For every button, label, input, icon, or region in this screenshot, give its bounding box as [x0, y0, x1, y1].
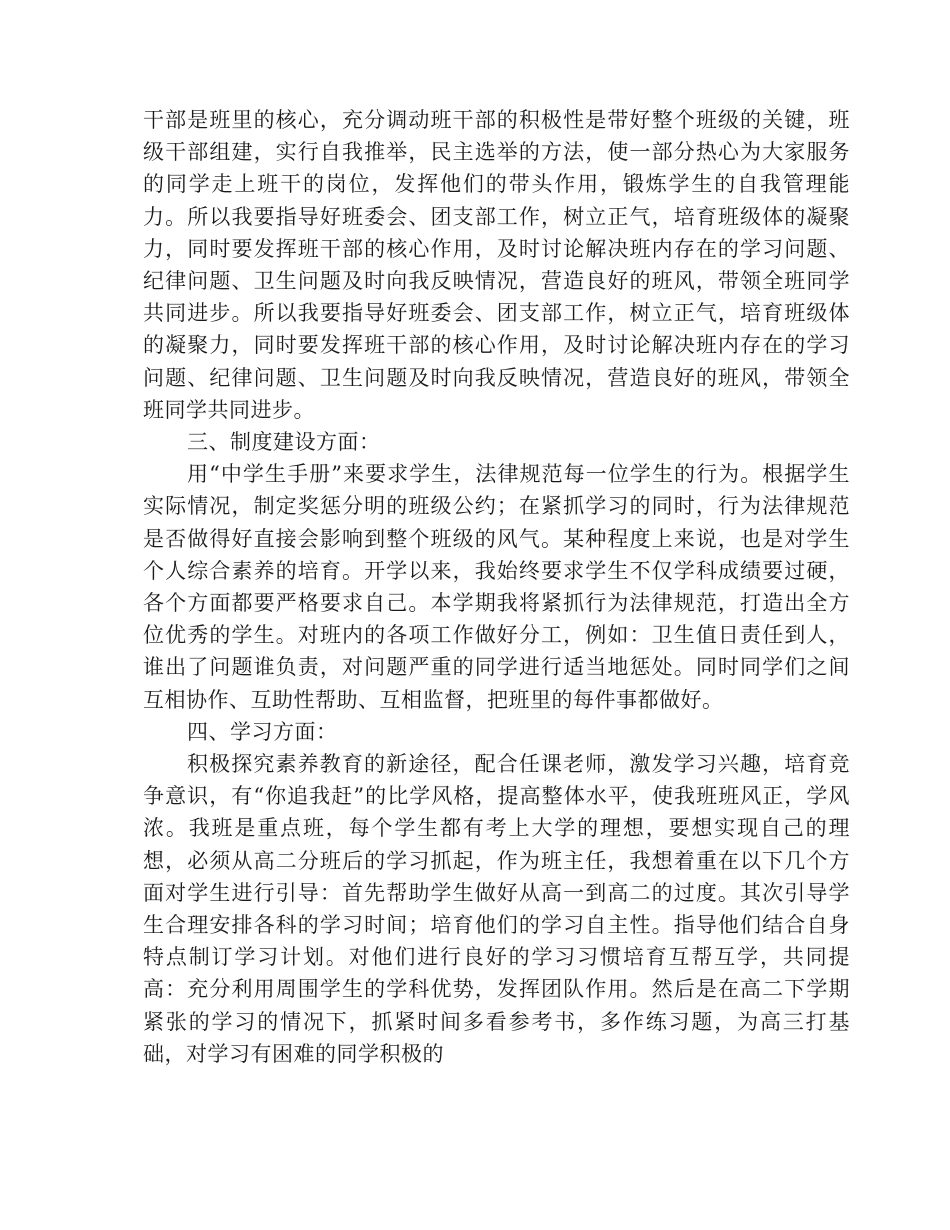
paragraph-class-cadres: 干部是班里的核心，充分调动班干部的积极性是带好整个班级的关键，班级干部组建，实行自我推举，民主选举的方法，使一部分热心为大家服务的同学走上班干的岗位，发挥他们的带头作用，锻炼学生的自我管理能力。所以我要指导好班委会、团支部工作，树立正气，培育班级体的凝聚力，同时要发挥班干部的核心作用，及时讨论解决班内存在的学习问题、纪律问题、卫生问题及时向我反映情况，营造良好的班风，带领全班同学共同进步。所以我要指导好班委会、团支部工作，树立正气，培育班级体的凝聚力，同时要发挥班干部的核心作用，及时讨论解决班内存在的学习问题、纪律问题、卫生问题及时向我反映情况，营造良好的班风，带领全班同学共同进步。 — [143, 108, 850, 422]
section-heading-study: 四、学习方面： — [187, 719, 338, 744]
body-text — [143, 104, 850, 1070]
section-heading-system-building: 三、制度建设方面： — [187, 430, 381, 455]
paragraph-system-building: 用“中学生手册”来要求学生，法律规范每一位学生的行为。根据学生实际情况，制定奖惩分明的班级公约；在紧抓学习的同时，行为法律规范是否做得好直接会影响到整个班级的风气。某种程度上来说，也是对学生个人综合素养的培育。开学以来，我始终要求学生不仅学科成绩要过硬，各个方面都要严格要求自己。本学期我将紧抓行为法律规范，打造出全方位优秀的学生。对班内的各项工作做好分工，例如：卫生值日责任到人，谁出了问题谁负责，对问题严重的同学进行适当地惩处。同时同学们之间互相协作、互助性帮助、互相监督，把班里的每件事都做好。 — [143, 462, 850, 712]
paragraph-study: 积极探究素养教育的新途径，配合任课老师，激发学习兴趣，培育竞争意识，有“你追我赶”的比学风格，提高整体水平，使我班班风正，学风浓。我班是重点班，每个学生都有考上大学的理想，要想实现自己的理想，必须从高二分班后的学习抓起，作为班主任，我想着重在以下几个方面对学生进行引导：首先帮助学生做好从高一到高二的过度。其次引导学生合理安排各科的学习时间；培育他们的学习自主性。指导他们结合自身特点制订学习计划。对他们进行良好的学习习惯培育互帮互学，共同提高：充分利用周围学生的学科优势，发挥团队作用。然后是在高二下学期紧张的学习的情况下，抓紧时间多看参考书，多作练习题，为高三打基础，对学习有困难的同学积极的 — [143, 752, 850, 1066]
